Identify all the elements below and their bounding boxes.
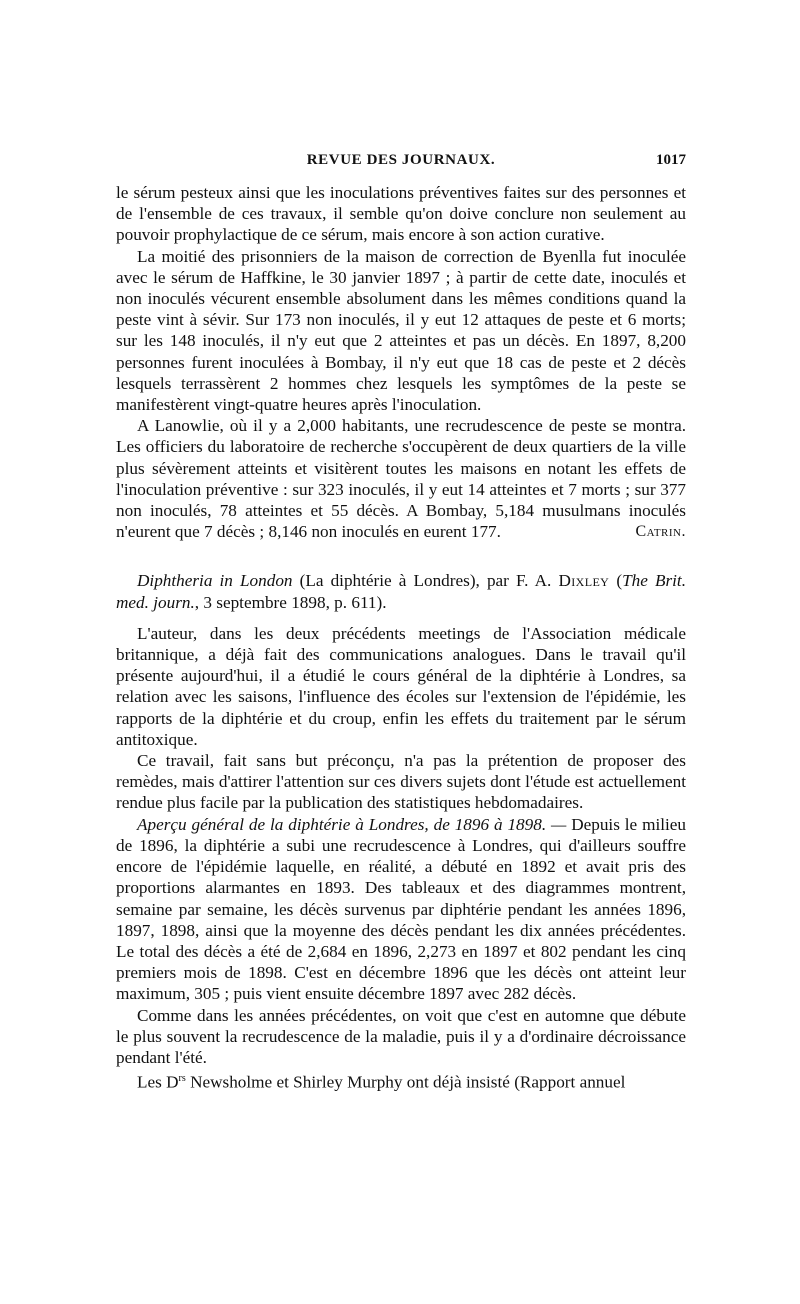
article-title: Diphtheria in London [137,571,293,591]
paragraph-intro: L'auteur, dans les deux précédents meetings de l'Association médicale britannique, a déjà fait des communications analogues. Dans le travail qu'il présente aujourd'hui, il a étudié le cours général de la diphtérie à Londres, sa relation avec les saisons, l'influence des écoles sur l'extension de l'épidémie, les rapports de la diphtérie et du croup, enfin les effets du traitement par le sérum antitoxique. [116,623,686,749]
author-signature: Catrin. [635,523,686,541]
article-title-translation: (La diphtérie à Londres), par F. A. [292,571,559,591]
newsholme-start: Les D [137,1072,179,1092]
article-author: Dixley [558,571,610,591]
overview-heading: Aperçu général de la diphtérie à Londres, de 1896 à 1898. — [137,814,567,834]
paragraph-lanowlie [116,415,686,542]
paragraph-overview [116,814,686,1005]
running-head: REVUE DES JOURNAUX. [306,152,496,168]
overview-text: Depuis le milieu de 1896, la diphtérie a subi une recrudescence à Londres, qui d'ailleurs souffre encore de l'épidémie laquelle, en réalité, a débuté en 1892 et avait pris des proportions alarmantes en 1893. Des tableaux et des diagrammes montrent, semaine par semaine, les décès survenus par diphtérie pendant les années 1896, 1897, 1898, ainsi que la moyenne des décès pendant les dix années précédentes. Le total des décès a été de 2,684 en 1896, 2,273 en 1897 et 802 pendant les cinq premiers mois de 1898. C'est en décembre 1896 que les décès ont atteint leur maximum, 305 ; puis vient ensuite décembre 1897 avec 282 décès. [116,814,686,1004]
journal-page [116,150,686,1093]
paragraph-newsholme [116,1068,686,1093]
paragraph-lanowlie-text: A Lanowlie, où il y a 2,000 habitants, une recrudescence de peste se montra. Les officiers du laboratoire de recherche s'occupèrent de deux quartiers de la ville plus sévèrement atteints et visitèrent toutes les maisons en notant les effets de l'inoculation préventive : sur 323 inoculés, il y eut 14 atteintes et 7 morts ; sur 377 non inoculés, 78 atteintes et 55 décès. A Bombay, 5,184 musulmans inoculés n'eurent que 7 décès ; 8,146 non inoculés en eurent 177. [116,416,686,542]
paragraph-byenlla: La moitié des prisonniers de la maison de correction de Byenlla fut inoculée avec le sérum de Haffkine, le 30 janvier 1897 ; à partir de cette date, inoculés et non inoculés vécurent ensemble absolument dans les mêmes conditions quand la peste vint à sévir. Sur 173 non inoculés, il y eut 12 attaques de peste et 6 morts; sur les 148 inoculés, il n'y eut que 2 atteintes et pas un décès. En 1897, 8,200 personnes furent inoculées à Bombay, il n'y eut que 18 cas de peste et 2 décès lesquels terrassèrent 2 hommes chez lesquels les symptômes de la peste se manifestèrent vingt-quatre heures après l'inoculation. [116,246,686,415]
reference-open: ( [609,571,623,591]
newsholme-rest: Newsholme et Shirley Murphy ont déjà insisté (Rapport annuel [185,1072,626,1092]
journal-name: The Brit. med. journ. [116,571,686,612]
paragraph-purpose: Ce travail, fait sans but préconçu, n'a pas la prétention de proposer des remèdes, mais d'attirer l'attention sur ces divers sujets dont l'étude est actuellement rendue plus facile par la publication des statistiques hebdomadaires. [116,751,686,813]
paragraph-continuation: le sérum pesteux ainsi que les inoculations préventives faites sur des personnes et de l'ensemble de ces travaux, il semble qu'on doive conclure non seulement au pouvoir prophylactique de ce sérum, mais encore à son action curative. [116,183,686,245]
doctors-superscript: rs [178,1073,186,1085]
page-number: 1017 [656,152,686,168]
page-header [116,150,686,180]
paragraph-seasonality: Comme dans les années précédentes, on voit que c'est en automne que débute le plus souvent la recrudescence de la maladie, puis il y a d'ordinaire décroissance pendant l'été. [116,1005,686,1067]
reference-details: , 3 septembre 1898, p. 611). [194,592,387,612]
article-reference [116,570,686,612]
